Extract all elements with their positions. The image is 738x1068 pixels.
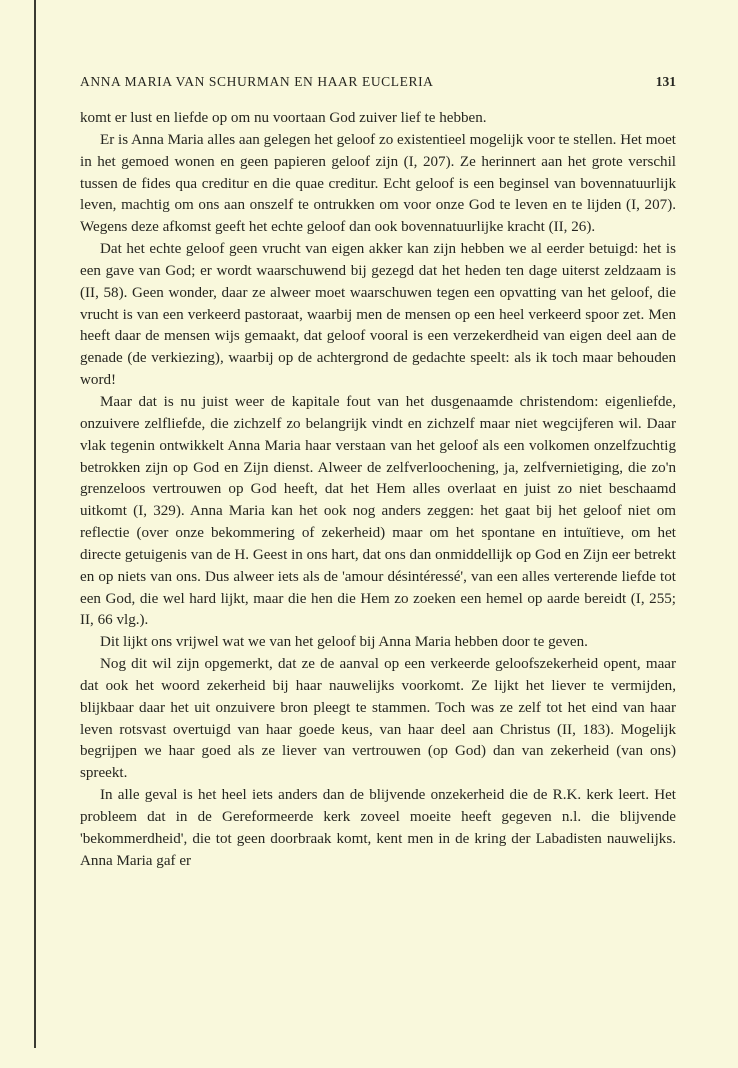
running-title: ANNA MARIA VAN SCHURMAN EN HAAR EUCLERIA [80,74,434,89]
paragraph: komt er lust en liefde op om nu voortaan God zuiver lief te hebben. [80,110,487,126]
body-text [80,108,676,873]
paragraph: Dit lijkt ons vrijwel wat we van het geloof bij Anna Maria hebben door te geven. [100,634,588,651]
paragraph: Er is Anna Maria alles aan gelegen het geloof zo existentieel mogelijk voor te stellen. Het moet in het gemoed wonen en geen papieren geloof zijn (I, 207). Ze herinnert aan het grote verschil tussen de fides qua creditur en die quae creditur. Echt geloof is een beginsel van bovennatuurlijk leven, machtig om ons aan onszelf te ontrukken om voor onze God te leven en te lijden (I, 207). Wegens deze afkomst geeft het echte geloof dan ook bovennatuurlijke kracht (II, 26). [80,131,676,236]
paragraph: Maar dat is nu juist weer de kapitale fout van het dusgenaamde christendom: eigenliefde, onzuivere zelfliefde, die zichzelf zo belangrijk vindt en zichzelf maar niet wegcijferen wil. Daar vlak tegenin ontwikkelt Anna Maria haar verstaan van het geloof als een volkomen onzelfzuchtig betrokken zijn op God en Zijn dienst. Alweer de zelfverloochening, ja, zelfvernietiging, die zo'n grenzeloos vertrouwen op God heeft, dat het Hem alles overlaat en juist zo niet beschaamd uitkomt (I, 329). Anna Maria kan het ook nog anders zeggen: het gaat bij het geloof niet om reflectie (over onze bekommering of zekerheid) maar om het spontane en intuïtieve, om het directe getuigenis van de H. Geest in ons hart, dat ons dan onmiddellijk op God en Zijn eer betrekt en op niets van ons. Dus alweer iets als de 'amour désintéressé', van een alles verterende liefde tot een God, die wel hard lijkt, maar die hen die Hem zo zoeken een hemel op aarde bereidt (I, 255; II, 66 vlg.). [80,393,676,629]
page-edge-rule [34,0,36,1048]
page-number: 131 [655,74,676,89]
paragraph: Dat het echte geloof geen vrucht van eigen akker kan zijn hebben we al eerder betuigd: het is een gave van God; er wordt waarschuwend bij gezegd dat het heden ten dage uiterst zeldzaam is (II, 58). Geen wonder, daar ze alweer moet waarschuwen tegen een opvatting van het geloof, die vrucht is van een verkeerd pastoraat, waarbij men de mensen op een heel verkeerd spoor zet. Men heeft daar de mensen wijs gemaakt, dat geloof vooral is een verzekerdheid van eigen deel aan de genade (de verkiezing), waarbij op de achtergrond de gedachte speelt: als ik toch maar behouden word! [80,241,676,389]
paragraph: Nog dit wil zijn opgemerkt, dat ze de aanval op een verkeerde geloofszekerheid opent, maar dat ook het woord zekerheid bij haar nauwelijks voorkomt. Ze lijkt het liever te vermijden, blijkbaar daar het uit onzuivere bron pleegt te stammen. Toch was ze zelf tot het eind van haar leven rotsvast overtuigd van haar goede keus, van haar deel aan Christus (II, 183). Mogelijk begrijpen we haar goed als ze liever van vertrouwen (op God) dan van zekerheid (van ons) spreekt. [80,656,676,782]
paragraph: In alle geval is het heel iets anders dan de blijvende onzekerheid die de R.K. kerk leert. Het probleem dat in de Gereformeerde kerk zoveel moeite heeft gegeven n.l. die blijvende 'bekommerdheid', die tot geen doorbraak komt, kent men in de kring der Labadisten nauwelijks. Anna Maria gaf er [80,787,676,869]
